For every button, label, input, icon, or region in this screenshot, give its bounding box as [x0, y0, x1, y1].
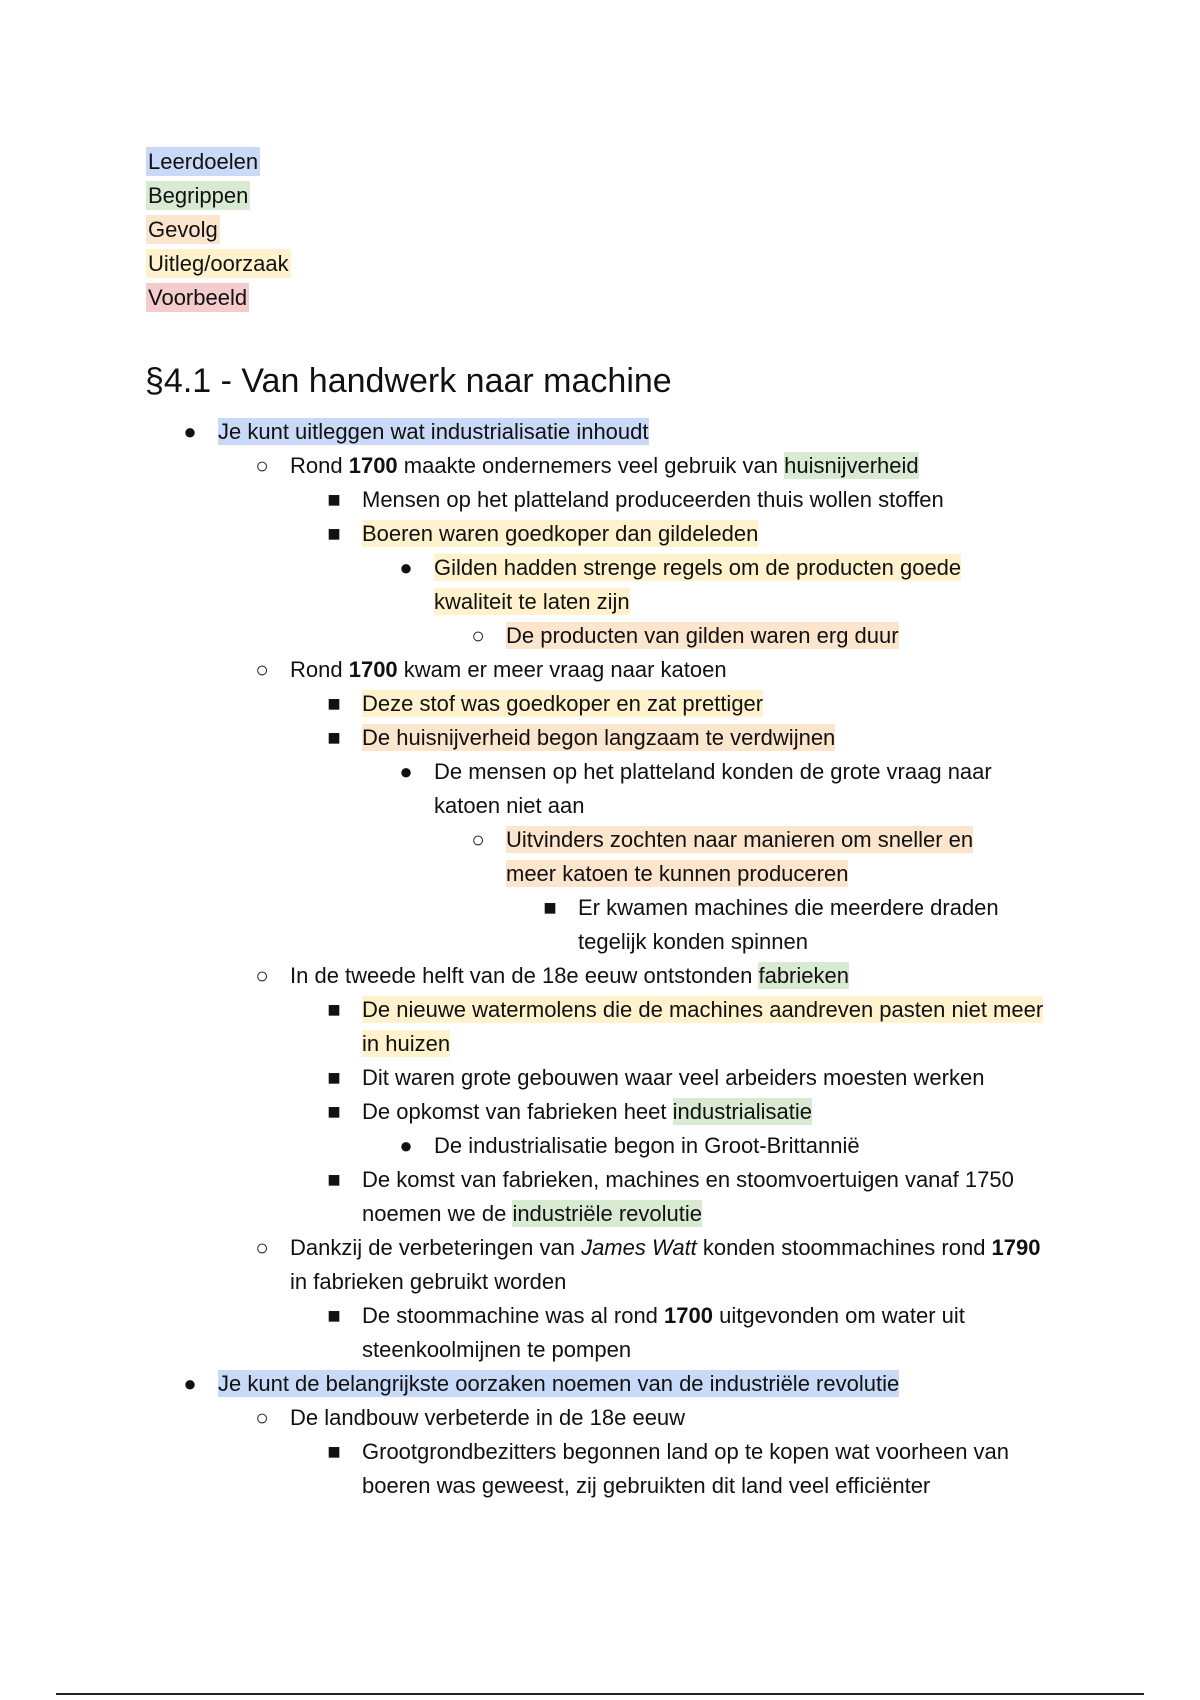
list-item: ○ Rond 1700 maakte ondernemers veel gebruik van huisnijverheid — [0, 449, 1200, 483]
learning-goal: Je kunt uitleggen wat industrialisatie inhoudt — [218, 419, 649, 444]
list-item: ■ Deze stof was goedkoper en zat prettiger — [0, 687, 1200, 721]
list-item — [0, 415, 1200, 449]
bullet-marker: ○ — [471, 827, 485, 852]
list-item: ● De mensen op het platteland konden de grote vraag naar katoen niet aan — [0, 755, 1200, 823]
list-item: ○ De producten van gilden waren erg duur — [0, 619, 1200, 653]
term-highlight: industriële revolutie — [512, 1201, 702, 1226]
list-item: ■ De opkomst van fabrieken heet industrialisatie — [0, 1095, 1200, 1129]
bullet-marker: ● — [399, 1133, 413, 1158]
bullet-marker: ■ — [327, 1099, 341, 1124]
list-item: ● De industrialisatie begon in Groot-Brittannië — [0, 1129, 1200, 1163]
section-title: §4.1 - Van handwerk naar machine — [145, 362, 672, 400]
list-item: ■ Dit waren grote gebouwen waar veel arbeiders moesten werken — [0, 1061, 1200, 1095]
bullet-marker: ■ — [327, 1167, 341, 1192]
bullet-marker: ■ — [327, 487, 341, 512]
list-item: ○ Dankzij de verbeteringen van James Watt konden stoommachines rond 1790 in fabrieken gebruikt worden — [0, 1231, 1200, 1299]
bullet-marker: ○ — [255, 1405, 269, 1430]
legend-gevolg: Gevolg — [148, 217, 218, 242]
bullet-marker: ■ — [543, 895, 557, 920]
legend-begrippen: Begrippen — [148, 183, 249, 208]
list-item: ■ De komst van fabrieken, machines en stoomvoertuigen vanaf 1750 noemen we de industriële revolutie — [0, 1163, 1200, 1231]
bullet-marker: ■ — [327, 725, 341, 750]
bullet-marker: ● — [399, 555, 413, 580]
bullet-marker: ■ — [327, 691, 341, 716]
bullet-marker: ○ — [255, 453, 269, 478]
list-item: ○ Rond 1700 kwam er meer vraag naar katoen — [0, 653, 1200, 687]
bullet-marker: ■ — [327, 1065, 341, 1090]
bullet-marker: ■ — [327, 521, 341, 546]
page-divider — [56, 1693, 1144, 1695]
list-item — [0, 1367, 1200, 1401]
bullet-marker: ■ — [327, 997, 341, 1022]
list-item: ■ De nieuwe watermolens die de machines aandreven pasten niet meer in huizen — [0, 993, 1200, 1061]
bullet-marker: ○ — [255, 657, 269, 682]
bullet-marker: ○ — [471, 623, 485, 648]
bullet-marker: ■ — [327, 1303, 341, 1328]
term-highlight: industrialisatie — [672, 1099, 813, 1124]
bullet-marker: ○ — [255, 963, 269, 988]
list-item: ■ Er kwamen machines die meerdere draden tegelijk konden spinnen — [0, 891, 1200, 959]
color-legend — [146, 145, 291, 315]
bullet-marker: ■ — [327, 1439, 341, 1464]
bullet-marker: ○ — [255, 1235, 269, 1260]
list-item: ■ De huisnijverheid begon langzaam te verdwijnen — [0, 721, 1200, 755]
list-item: ■ Boeren waren goedkoper dan gildeleden — [0, 517, 1200, 551]
list-item: ● Gilden hadden strenge regels om de producten goede kwaliteit te laten zijn — [0, 551, 1200, 619]
list-item: ■ De stoommachine was al rond 1700 uitgevonden om water uit steenkoolmijnen te pompen — [0, 1299, 1200, 1367]
learning-goal: Je kunt de belangrijkste oorzaken noemen van de industriële revolutie — [218, 1371, 900, 1396]
list-item: ○ De landbouw verbeterde in de 18e eeuw — [0, 1401, 1200, 1435]
outline-list — [0, 415, 1200, 1503]
legend-leerdoelen: Leerdoelen — [148, 149, 259, 174]
legend-voorbeeld: Voorbeeld — [148, 285, 248, 310]
list-item: ○ In de tweede helft van de 18e eeuw ontstonden fabrieken — [0, 959, 1200, 993]
list-item: ○ Uitvinders zochten naar manieren om sneller en meer katoen te kunnen produceren — [0, 823, 1200, 891]
bullet-marker: ● — [399, 759, 413, 784]
bullet-marker: ● — [183, 419, 197, 444]
bullet-marker: ● — [183, 1371, 197, 1396]
legend-uitleg: Uitleg/oorzaak — [148, 251, 289, 276]
list-item: ■ Mensen op het platteland produceerden thuis wollen stoffen — [0, 483, 1200, 517]
list-item: ■ Grootgrondbezitters begonnen land op te kopen wat voorheen van boeren was geweest, zij gebruikten dit land veel efficiënter — [0, 1435, 1200, 1503]
term-highlight: fabrieken — [758, 963, 849, 988]
term-highlight: huisnijverheid — [784, 453, 919, 478]
